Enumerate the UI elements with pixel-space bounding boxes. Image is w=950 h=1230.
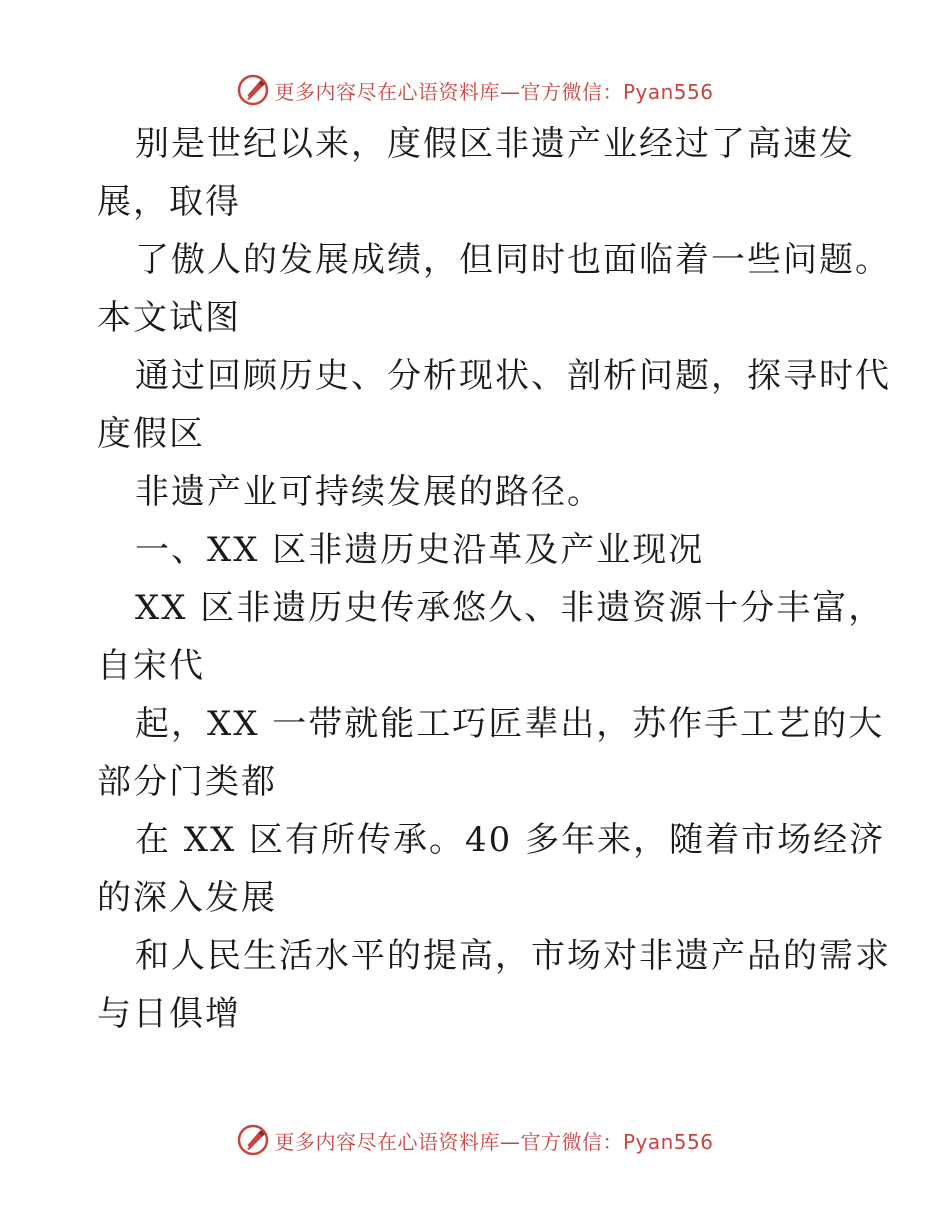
body-line: 的深入发展 <box>97 878 277 918</box>
footer-banner <box>0 1120 950 1160</box>
fountain-pen-seal-icon <box>236 73 270 107</box>
section-heading: 一、XX 区非遗历史沿革及产业现况 <box>135 530 705 570</box>
body-line: 度假区 <box>97 414 205 454</box>
body-line: XX 区非遗历史传承悠久、非遗资源十分丰富， <box>135 588 885 628</box>
fountain-pen-seal-icon <box>236 1123 270 1157</box>
body-line: 通过回顾历史、分析现状、剖析问题，探寻时代 <box>135 356 891 396</box>
body-line: 起，XX 一带就能工巧匠辈出，苏作手工艺的大 <box>135 704 885 744</box>
header-banner <box>0 70 950 110</box>
footer-banner-text: 更多内容尽在心语资料库—官方微信：Pyan556 <box>274 1129 714 1154</box>
body-line: 与日俱增 <box>97 994 241 1034</box>
body-line: 自宋代 <box>97 646 205 686</box>
body-line: 本文试图 <box>97 298 241 338</box>
body-line: 别是世纪以来，度假区非遗产业经过了高速发 <box>135 124 855 164</box>
body-line: 展，取得 <box>97 182 241 222</box>
body-line: 非遗产业可持续发展的路径。 <box>135 472 603 512</box>
body-line: 和人民生活水平的提高，市场对非遗产品的需求 <box>135 936 891 976</box>
header-banner-text: 更多内容尽在心语资料库—官方微信：Pyan556 <box>274 79 714 104</box>
body-line: 在 XX 区有所传承。40 多年来，随着市场经济 <box>135 820 886 860</box>
body-line: 部分门类都 <box>97 762 277 802</box>
body-line: 了傲人的发展成绩，但同时也面临着一些问题。 <box>135 240 891 280</box>
